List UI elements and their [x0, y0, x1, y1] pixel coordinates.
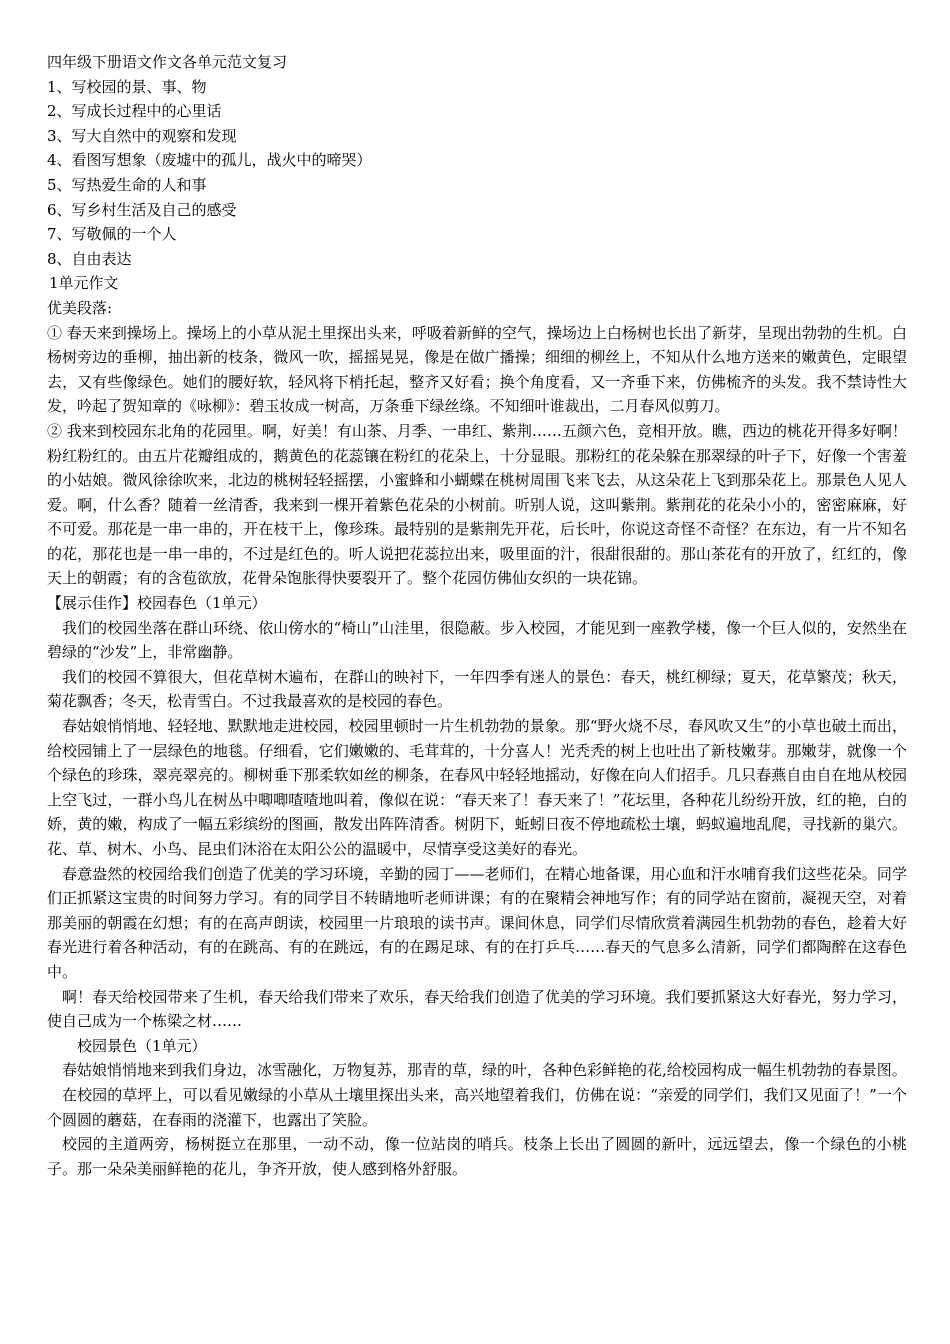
essay1-paragraph-2: 我们的校园不算很大，但花草树木遍布，在群山的映衬下，一年四季有迷人的景色：春天，桃红柳绿；夏天，花草繁茂；秋天，菊花飘香；冬天，松青雪白。不过我最喜欢的是校园的春色。 [47, 667, 907, 711]
essay1-paragraph-1: 我们的校园坐落在群山环绕、依山傍水的“椅山”山洼里，很隐蔽。步入校园，才能见到一座教学楼，像一个巨人似的，安然坐在碧绿的“沙发”上，非常幽静。 [47, 618, 907, 662]
excellent-paragraphs-label: 优美段落: [47, 298, 113, 317]
essay2-paragraph-1: 春姑娘悄悄地来到我们身边，冰雪融化，万物复苏，那青的草，绿的叶，各种色彩鲜艳的花,给校园构成一幅生机勃勃的春景图。 [62, 1061, 907, 1080]
unit-list-item-5: 5、写热爱生命的人和事 [47, 175, 207, 194]
essay1-paragraph-4: 春意盎然的校园给我们创造了优美的学习环境，辛勤的园丁——老师们，在精心地备课，用心血和汗水哺育我们这些花朵。同学们正抓紧这宝贵的时间努力学习。有的同学目不转睛地听老师讲课；有的在聚精会神地写作；有的同学站在窗前，凝视天空，对着那美丽的朝霞在幻想；有的在高声朗读，校园里一片琅琅的读书声。课间休息，同学们尽情欣赏着满园生机勃勃的春色，趁着大好春光进行着各种活动，有的在跳高、有的在跳远，有的在踢足球、有的在打乒乓……春天的气息多么清新，同学们都陶醉在这春色中。 [47, 864, 907, 981]
document-title: 四年级下册语文作文各单元范文复习 [47, 53, 288, 71]
unit-list-item-8: 8、自由表达 [47, 249, 132, 268]
essay2-title: 校园景色（1单元） [77, 1036, 207, 1055]
essay2-paragraph-2: 在校园的草坪上，可以看见嫩绿的小草从土壤里探出头来，高兴地望着我们，仿佛在说：“亲爱的同学们，我们又见面了！”一个个圆圆的蘑菇，在春雨的浇灌下，也露出了笑脸。 [47, 1085, 907, 1129]
essay2-paragraph-3: 校园的主道两旁，杨树挺立在那里，一动不动，像一位站岗的哨兵。枝条上长出了圆圆的新叶，远远望去，像一个绿色的小桃子。那一朵朵美丽鲜艳的花儿，争齐开放，使人感到格外舒服。 [47, 1135, 907, 1178]
excellent-paragraph-1: ① 春天来到操场上。操场上的小草从泥土里探出头来，呼吸着新鲜的空气，操场边上白杨树也长出了新芽，呈现出勃勃的生机。白杨树旁边的垂柳，抽出新的枝条，微风一吹，摇摇晃晃，像是在做广播操；细细的柳丝上，不知从什么地方送来的嫩黄色，定眼望去，又有些像绿色。她们的腰好软，轻风将下梢托起，整齐又好看；换个角度看，又一齐垂下来，仿佛梳齐的头发。我不禁诗性大发，吟起了贺知章的《咏柳》：碧玉妆成一树高，万条垂下绿丝绦。不知细叶谁裁出，二月春风似剪刀。 [47, 323, 907, 416]
essay1-paragraph-3: 春姑娘悄悄地、轻轻地、默默地走进校园，校园里顿时一片生机勃勃的景象。那“野火烧不尽，春风吹又生”的小草也破土而出，给校园铺上了一层绿色的地毯。仔细看，它们嫩嫩的、毛茸茸的，十分喜人！光秃秃的树上也吐出了新枝嫩芽。那嫩芽，就像一个个绿色的珍珠，翠亮翠亮的。柳树垂下那柔软如丝的柳条，在春风中轻轻地摇动，好像在向人们招手。几只春燕自由自在地从校园上空飞过，一群小鸟儿在树丛中唧唧喳喳地叫着，像似在说：“春天来了！春天来了！”花坛里，各种花儿纷纷开放，红的艳，白的娇，黄的嫩，构成了一幅五彩缤纷的图画，散发出阵阵清香。树阴下，蚯蚓日夜不停地疏松土壤，蚂蚁遍地乱爬，寻找新的巢穴。花、草、树木、小鸟、昆虫们沐浴在太阳公公的温暖中，尽情享受这美好的春光。 [47, 717, 907, 858]
unit-list-item-2: 2、写成长过程中的心里话 [47, 102, 222, 121]
excellent-paragraph-2: ② 我来到校园东北角的花园里。啊，好美！有山茶、月季、一串红、紫荆……五颜六色，竞相开放。瞧，西边的桃花开得多好啊！粉红粉红的。由五片花瓣组成的，鹅黄色的花蕊镶在粉红的花朵上，十分显眼。那粉红的花朵躲在那翠绿的叶子下，好像一个害羞的小姑娘。微风徐徐吹来，北边的桃树轻轻摇摆，小蜜蜂和小蝴蝶在桃树周围飞来飞去，从这朵花上飞到那朵花上。那景色人见人爱。啊，什么香？随着一丝清香，我来到一棵开着紫色花朵的小树前。听别人说，这叫紫荆。紫荆花的花朵小小的，密密麻麻，好不可爱。那花是一串一串的，开在枝干上，像珍珠。最特别的是紫荆先开花，后长叶，你说这奇怪不奇怪？在东边，有一片不知名的花，那花也是一串一串的，不过是红色的。听人说把花蕊拉出来，吸里面的汁，很甜很甜的。那山茶花有的开放了，红红的，像天上的朝霞；有的含苞欲放，花骨朵饱胀得快要裂开了。整个花园仿佛仙女织的一块花锦。 [47, 421, 907, 588]
unit-list-item-1: 1、写校园的景、事、物 [47, 77, 207, 96]
unit1-heading: 1单元作文 [49, 274, 119, 293]
unit-list-item-4: 4、看图写想象（废墟中的孤儿，战火中的啼哭） [47, 151, 372, 170]
unit-list-item-7: 7、写敬佩的一个人 [47, 225, 177, 244]
unit-list-item-6: 6、写乡村生活及自己的感受 [47, 200, 237, 219]
document-page [47, 50, 907, 1181]
unit-list-item-3: 3、写大自然中的观察和发现 [47, 126, 237, 145]
essay1-paragraph-5: 啊！春天给校园带来了生机，春天给我们带来了欢乐，春天给我们创造了优美的学习环境。我们要抓紧这大好春光，努力学习，使自己成为一个栋梁之材…… [47, 987, 907, 1031]
essay1-title: 【展示佳作】校园春色（1单元） [47, 594, 267, 613]
